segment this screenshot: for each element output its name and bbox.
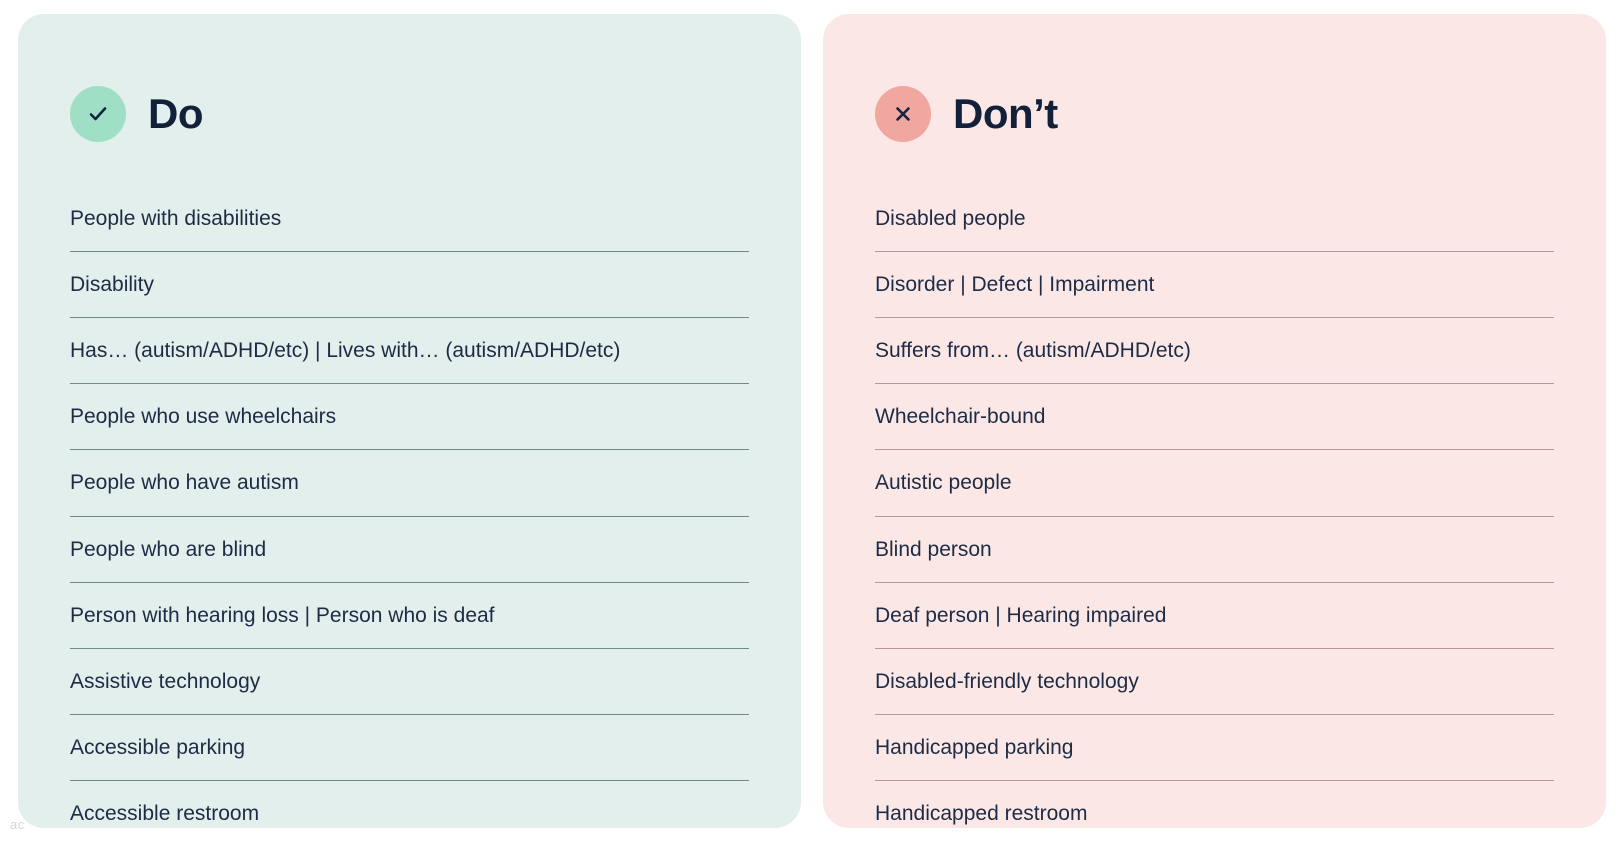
list-item: Handicapped parking [875, 735, 1554, 781]
do-list [70, 202, 749, 828]
list-item: Disabled-friendly technology [875, 669, 1554, 715]
check-icon [70, 86, 126, 142]
list-item: Has… (autism/ADHD/etc) | Lives with… (autism/ADHD/etc) [70, 338, 749, 384]
watermark: ac [10, 817, 25, 832]
dont-panel-title: Don’t [953, 89, 1058, 137]
list-item: Blind person [875, 537, 1554, 583]
list-item: Disabled people [875, 202, 1554, 252]
list-item: People who are blind [70, 537, 749, 583]
list-item: People who use wheelchairs [70, 404, 749, 450]
dont-panel-header [875, 58, 1554, 170]
list-item: Assistive technology [70, 669, 749, 715]
dont-panel [823, 14, 1606, 828]
list-item: Accessible parking [70, 735, 749, 781]
do-panel-title: Do [148, 89, 203, 137]
list-item: Wheelchair-bound [875, 404, 1554, 450]
list-item: Disability [70, 272, 749, 318]
do-panel [18, 14, 801, 828]
list-item: Suffers from… (autism/ADHD/etc) [875, 338, 1554, 384]
list-item: People who have autism [70, 470, 749, 516]
close-icon [875, 86, 931, 142]
list-item: Person with hearing loss | Person who is deaf [70, 603, 749, 649]
list-item: Deaf person | Hearing impaired [875, 603, 1554, 649]
do-panel-header [70, 58, 749, 170]
list-item: People with disabilities [70, 202, 749, 252]
list-item: Accessible restroom [70, 801, 749, 828]
list-item: Disorder | Defect | Impairment [875, 272, 1554, 318]
list-item: Autistic people [875, 470, 1554, 516]
list-item: Handicapped restroom [875, 801, 1554, 828]
dont-list [875, 202, 1554, 828]
